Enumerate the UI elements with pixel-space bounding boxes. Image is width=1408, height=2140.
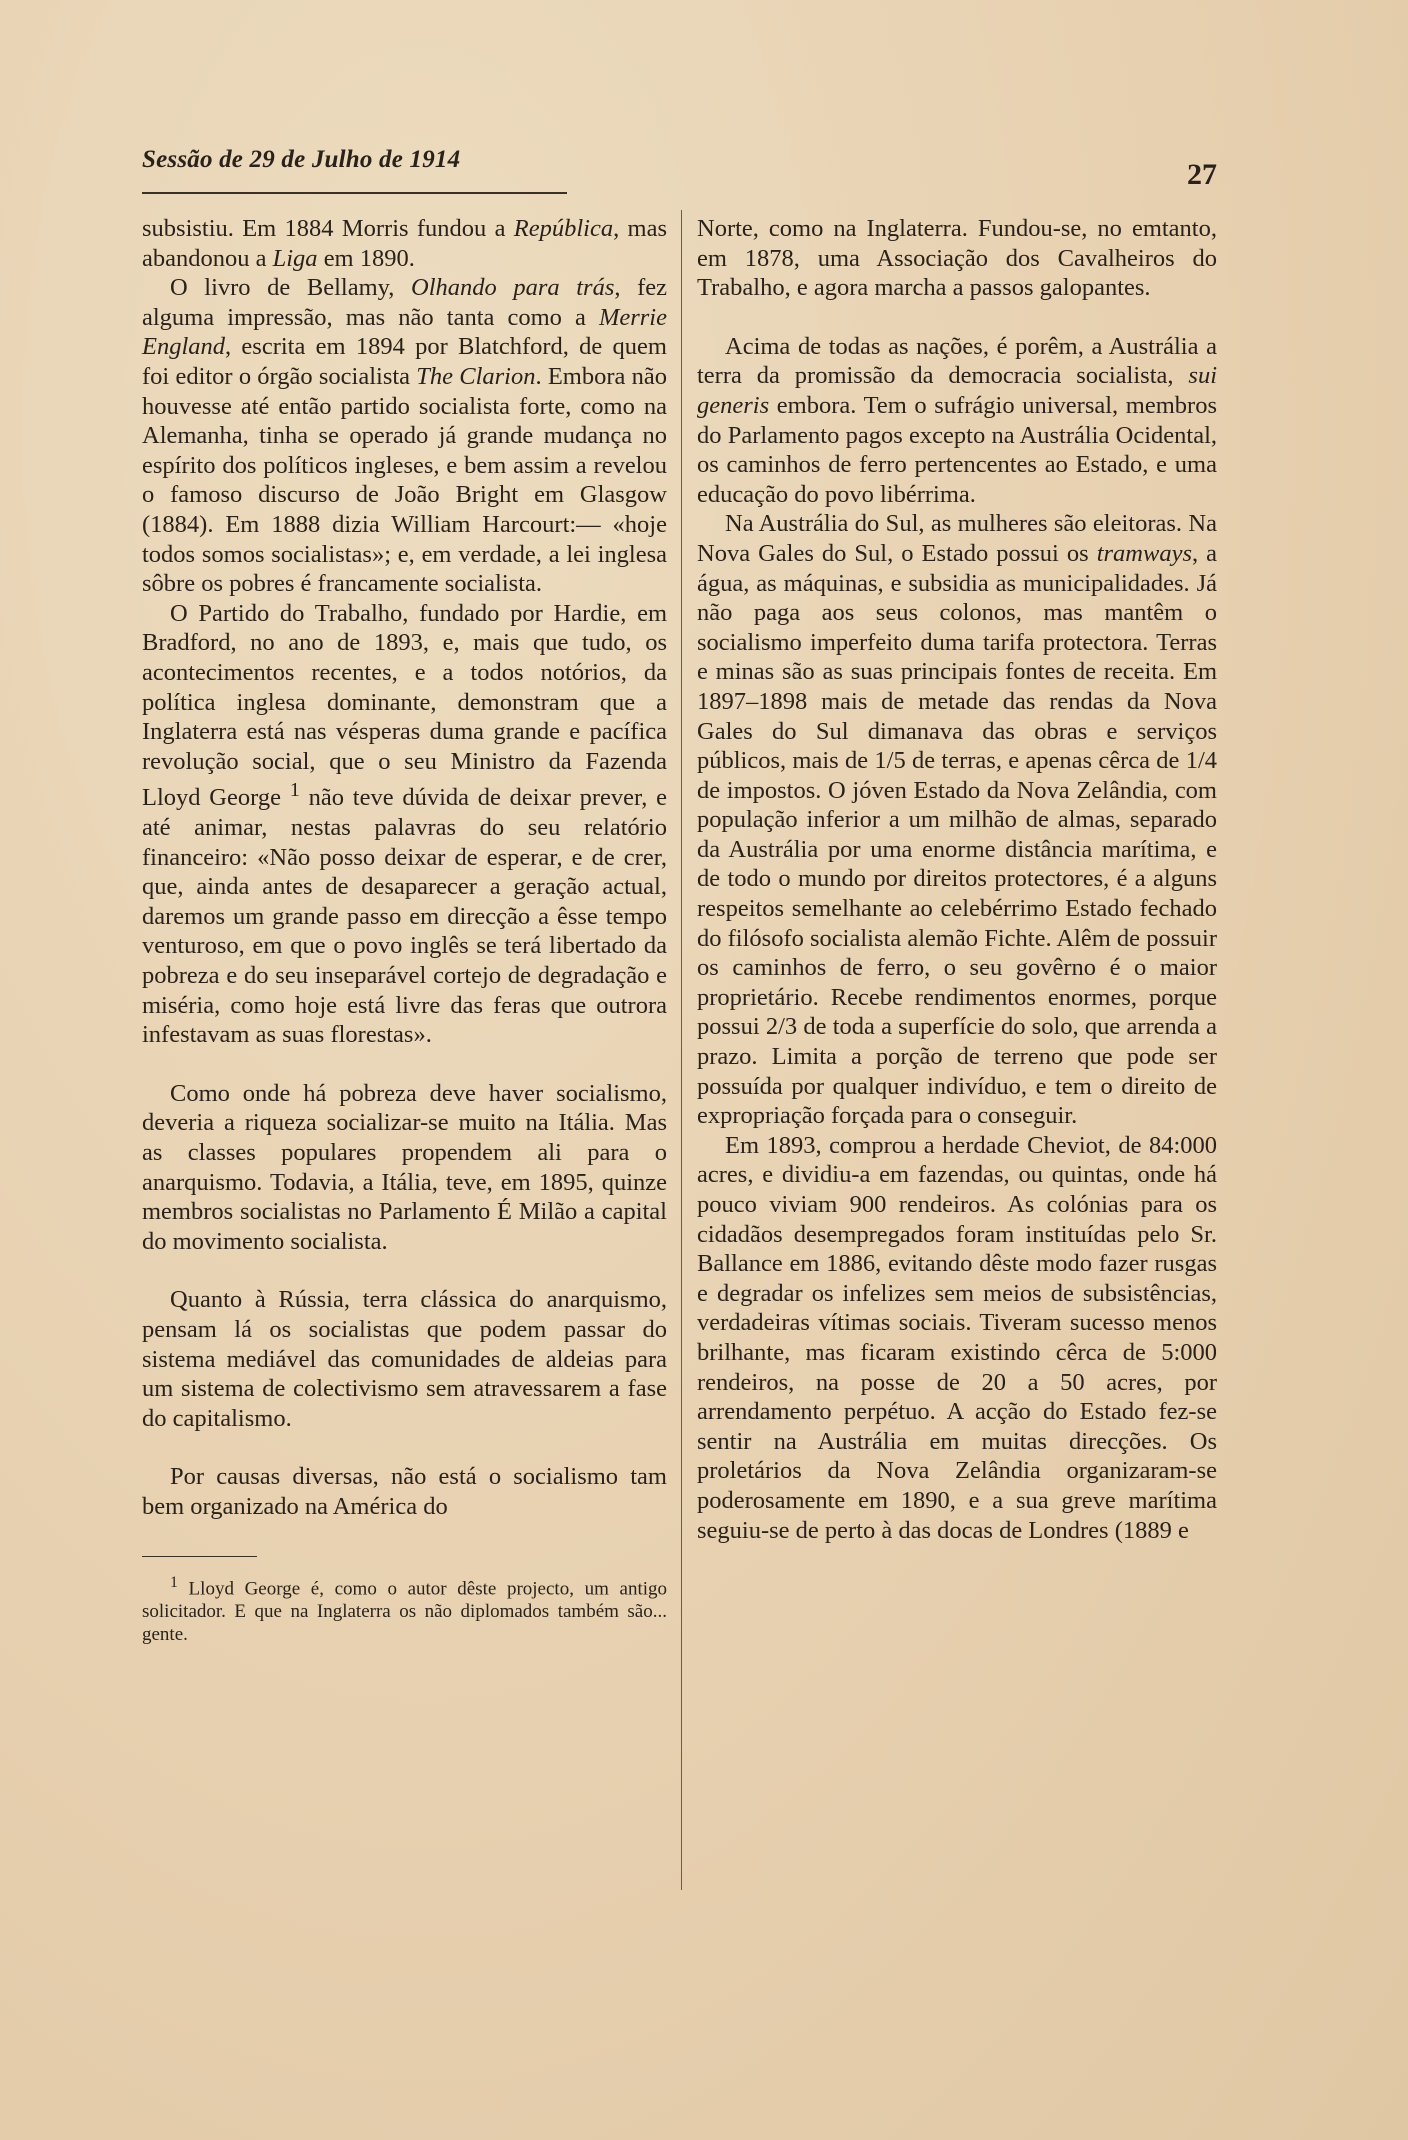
running-title: Sessão de 29 de Julho de 1914 <box>142 146 461 173</box>
text-run: , mas abandonou a <box>142 215 667 272</box>
italic-title: The Clarion <box>416 362 536 390</box>
column-divider <box>681 210 682 1890</box>
text-run: , a água, as máquinas, e subsidia as municipalidades. Já não paga aos seus colonos, mas mantêm o socialismo imperfeito duma tarifa protectora. Terras e minas são as suas principais fontes de receita. Em 1897–1898 mais de metade das rendas da Nova Gales do Sul dimanava das obras e serviços públicos, mais de <box>697 539 1218 775</box>
text-run: , escrita em 1894 por Blatchford, de quem foi editor o órgão socialista <box>142 333 667 390</box>
italic-term: tramways <box>1096 539 1192 567</box>
text-run: de toda a superfície do solo, que arrenda a prazo. Limita a porção de terreno que pode ser possuída por qualquer indivíduo, e tem o direito de expropriação forçada para o conseguir. <box>697 1013 1217 1130</box>
text-run: embora. Tem o sufrágio universal, membros do Parlamento pagos excepto na Austrália Ocidental, os caminhos de ferro pertencentes ao Estado, e uma educação do povo libérrima. <box>697 391 1217 508</box>
italic-term: sui generis <box>697 362 1217 419</box>
left-column <box>142 214 667 1646</box>
italic-title: Olhando para trás <box>411 274 615 302</box>
text-run: O Partido do Trabalho, fundado por Hardie, em Bradford, no ano de 1893, e, mais que tudo, os acontecimentos recentes, e a todos notórios, da política inglesa dominante, demonstram que a Inglaterra está nas vésperas duma grande e pacífica revolução social, que o seu Ministro da Fazenda Lloyd George <box>142 599 667 812</box>
text-run: de terras, e apenas cêrca de <box>905 747 1186 775</box>
italic-title: Merrie England <box>142 303 667 361</box>
fraction: 1/4 <box>1185 747 1218 775</box>
text-run: de impostos. O jóven Estado da Nova Zelândia, com população inferior a um milhão de almas, separado da Austrália por uma enorme distância marítima, e de todo o mundo por direitos protectores, é a alguns respeitos semelhante ao celebérrimo Estado fechado do filósofo socialista alemão Fichte. Alêm de possuir os caminhos de ferro, o seu govêrno é o maior proprietário. Recebe rendimentos enormes, porque possui <box>697 776 1217 1041</box>
page-header <box>142 140 1217 190</box>
right-column <box>697 214 1217 1545</box>
footnote <box>142 1571 667 1646</box>
text-run: não teve dúvida de deixar prever, e até animar, nestas palavras do seu relatório financeiro: «Não posso deixar de esperar, e de crer, que, ainda antes de desaparecer a geração actual, daremos um grande passo em direcção a êsse tempo venturoso, em que o povo inglês se terá libertado da pobreza e do seu inseparável cortejo de degradação e miséria, como hoje está livre das feras que outrora infestavam as suas florestas». <box>142 784 667 1049</box>
paragraph <box>142 273 667 599</box>
footnote-marker: 1 <box>289 779 300 802</box>
text-run: . Embora não houvesse até então partido socialista forte, como na Alemanha, tinha se operado já grande mudança no espírito dos políticos ingleses, e bem assim a revelou o famoso discurso de João Bright em Glasgow (1884). Em 1888 dizia William Harcourt:— «hoje todos somos socialistas»; e, em verdade, a lei inglesa sôbre os pobres é francamente socialista. <box>142 362 667 598</box>
paragraph <box>697 509 1217 1130</box>
text-run: subsistiu. Em 1884 Morris fundou a <box>142 215 514 242</box>
text-run: , fez alguma impressão, mas não tanta como a <box>142 274 667 331</box>
footnote-text: Lloyd George é, como o autor dêste projecto, um antigo solicitador. E que na Inglaterra os não diplomados também são... gente. <box>142 1577 667 1645</box>
fraction: 1/5 <box>874 747 906 775</box>
text-run: em 1890. <box>317 244 415 272</box>
fraction: 2/3 <box>765 1013 798 1041</box>
paragraph: Por causas diversas, não está o socialismo tam bem organizado na América do <box>142 1463 667 1520</box>
footnote-rule <box>142 1556 257 1557</box>
text-run: Na Austrália do Sul, as mulheres são eleitoras. Na Nova Gales do Sul, o Estado possui os <box>697 510 1217 567</box>
text-run: O livro de Bellamy, <box>170 274 412 302</box>
paragraph: Como onde há pobreza deve haver socialismo, deveria a riqueza socializar-se muito na Itália. Mas as classes populares propendem ali para o anarquismo. Todavia, a Itália, teve, em 1895, quinze membros socialistas no Parlamento É Milão a capital do movimento socialista. <box>142 1079 667 1255</box>
paragraph: Norte, como na Inglaterra. Fundou-se, no emtanto, em 1878, uma Associação dos Cavalheiros do Trabalho, e agora marcha a passos galopantes. <box>697 215 1217 302</box>
paragraph: Em 1893, comprou a herdade Cheviot, de 84:000 acres, e dividiu-a em fazendas, ou quintas, onde há pouco viviam 900 rendeiros. As colónias para os cidadãos desempregados foram instituídas pelo Sr. Ballance em 1886, evitando dêste modo fazer rusgas e degradar os infelizes sem meios de subsistências, verdadeiras vítimas sociais. Tiveram sucesso menos brilhante, mas ficaram existindo cêrca de 5:000 rendeiros, na posse de 20 a 50 acres, por arrendamento perpétuo. A acção do Estado fez-se sentir na Austrália em muitas direcções. Os proletários da Nova Zelândia organizaram-se poderosamente em 1890, e a sua greve marítima seguiu-se de perto à das docas de Londres (1889 e <box>697 1131 1217 1544</box>
paragraph <box>697 332 1217 510</box>
footnote-number: 1 <box>170 1573 178 1591</box>
header-rule <box>142 192 567 194</box>
page-number: 27 <box>1187 158 1217 191</box>
text-run: Acima de todas as nações, é porêm, a Austrália a terra da promissão da democracia socialista, <box>697 332 1217 390</box>
italic-title: República <box>513 215 614 242</box>
paragraph <box>142 599 667 1050</box>
paragraph <box>142 214 667 273</box>
italic-title: Liga <box>272 244 318 272</box>
paragraph: Quanto à Rússia, terra clássica do anarquismo, pensam lá os socialistas que podem passar do sistema mediável das comunidades de aldeias para um sistema de colectivismo sem atravessarem a fase do capitalismo. <box>142 1286 667 1432</box>
